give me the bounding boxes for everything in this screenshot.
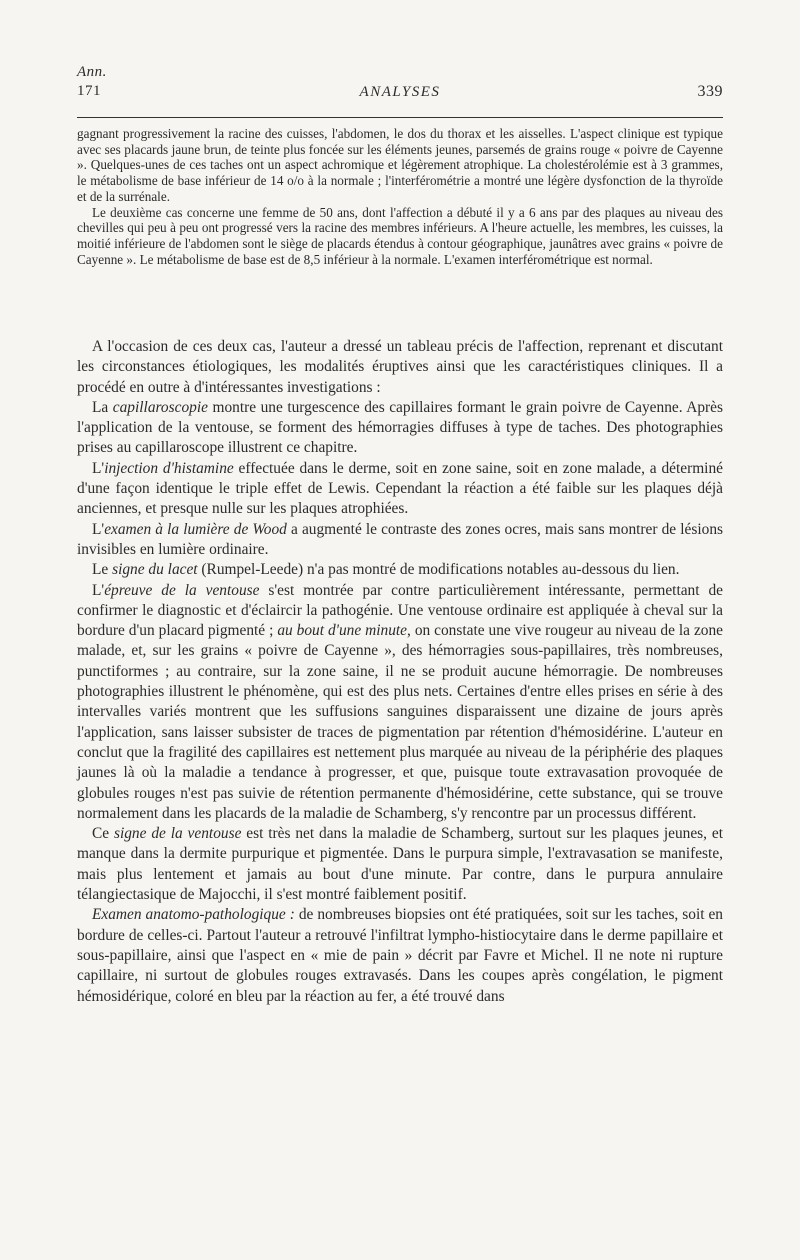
italic-term: signe du lacet [112,561,198,579]
page-number: 339 [697,83,723,100]
paragraph-body-continued: , on constate une vive rougeur au niveau de la zone malade, et, sur les grains « poivre de Cayenne », des hémorragies sous-papillaires, très nombreuses, punctiformes ; au contraire, sur la zone saine, il ne se produit aucune hémorragie. De nombreuses photographies illustrent le phénomène, qui est des plus nets. Certaines d'entre elles prises en série à des intervalles variés montrent que les suffusions sanguines disparaissent une dizaine de jours après l'application, sans laisser subsister de traces de pigmentation par rétention d'hémosidérine. L'auteur en conclut que la fragilité des capillaires est nettement plus marquée au niveau de la périphérie des plaques jaunes là où la maladie a tendance à progresser, et que, puisque toute extravasation provoquée de globules rouges n'est pas suivie de rétention permanente d'hémosidérine, cette substance, qui se trouve normalement dans les placards de la maladie de Schamberg, s'y rencontre par un processus différent. [77,622,723,822]
paragraph-body: de nombreuses biopsies ont été pratiquées, soit sur les taches, soit en bordure de celles-ci. Partout l'auteur a retrouvé l'infiltrat lympho-histiocytaire dans le derme papillaire et sous-papillaire, ainsi que l'aspect en « mie de pain » décrit par Favre et Michel. Il ne note ni rupture capillaire, ni surtout de globules rouges extravasés. Dans les coupes après congélation, le pigment hémosidérique, coloré en bleu par la réaction au fer, a été trouvé dans [77,906,724,1005]
italic-term: épreuve de la ventouse [104,581,260,599]
paragraph-lead: La [92,398,113,416]
section-title: ANALYSES [359,84,441,100]
paragraph-pathology [77,905,723,1006]
paragraph-body: a augmenté le contraste des zones ocres, mais sans montrer de lésions invisibles en lumière ordinaire. [77,520,724,558]
italic-phrase: au bout d'une minute [277,622,408,640]
paragraph-body: est très net dans la maladie de Schamberg, surtout sur les plaques jeunes, et manque dans la dermite purpurique et pigmentée. Dans le purpura simple, l'extravasation se manifeste, mais plus lentement et jamais au bout d'une minute. Par contre, dans le purpura annulaire télangiectasique de Majocchi, il s'est montré faiblement positif. [77,825,723,904]
paragraph-lacet-sign [77,560,723,580]
paragraph-ventouse-sign [77,824,723,905]
paragraph-ventouse-test [77,581,723,825]
italic-term: injection d'histamine [104,459,234,477]
italic-term: signe de la ventouse [113,825,242,843]
running-head [77,64,723,114]
paragraph-body: montre une turgescence des capillaires formant le grain poivre de Cayenne. Après l'application de la ventouse, se forment des hémorragies diffuses à type de taches. Des photographies prises au capillaroscope illustrent ce chapitre. [77,398,723,457]
paragraph-body: (Rumpel-Leede) n'a pas montré de modifications notables au-dessous du lien. [197,561,680,579]
main-text-section [77,337,723,1007]
paragraph-wood-lamp [77,520,723,561]
journal-abbreviation: Ann. [77,64,107,80]
paragraph-lead: L' [92,459,105,477]
paragraph-lead: Ce [92,825,114,843]
italic-term: capillaroscopie [112,398,208,416]
paragraph-lead: Le [92,561,113,579]
paragraph-body: effectuée dans le derme, soit en zone saine, soit en zone malade, a déterminé d'une façon identique le triple effet de Lewis. Cependant la réaction a été faible sur les plaques déjà anciennes, et presque nulle sur les plaques atrophiées. [77,459,723,518]
small-print-section [77,126,723,267]
paragraph-histamine [77,459,723,520]
paragraph-capillaroscopy [77,398,723,459]
paragraph-first-case: gagnant progressivement la racine des cuisses, l'abdomen, le dos du thorax et les aisselles. L'aspect clinique est typique avec ses placards jaune brun, de teinte plus foncée sur les éléments jeunes, parsemés de grains rouge « poivre de Cayenne ». Quelques-unes de ces taches ont un aspect achromique et légèrement atrophique. La cholestérolémie est à 3 grammes, le métabolisme de base inférieur de 14 o/o à la normale ; l'interférométrie a montré une légère dysfonction de la thyroïde et de la surrénale. [77,126,723,204]
paragraph-lead: L' [92,520,105,538]
italic-term: Examen anatomo-pathologique : [92,906,295,924]
italic-term: examen à la lumière de Wood [104,520,287,538]
volume-number: 171 [77,83,101,99]
header-rule [77,117,723,118]
paragraph-second-case: Le deuxième cas concerne une femme de 50 ans, dont l'affection a débuté il y a 6 ans par des plaques au niveau des chevilles qui peu à peu ont progressé vers la racine des membres inférieurs. A l'heure actuelle, les membres, les cuisses, la moitié inférieure de l'abdomen sont le siège de placards étendus à contour géographique, jaunâtres avec grains « poivre de Cayenne ». Le métabolisme de base est de 8,5 inférieur à la normale. L'examen interférométrique est normal. [77,204,723,267]
paragraph-overview: A l'occasion de ces deux cas, l'auteur a dressé un tableau précis de l'affection, reprenant et discutant les circonstances étiologiques, les modalités éruptives ainsi que les caractéristiques cliniques. Il a procédé en outre à d'intéressantes investigations : [77,338,723,396]
paragraph-body: s'est montrée par contre particulièrement intéressante, permettant de confirmer le diagnostic et d'éclaircir la pathogénie. Une ventouse ordinaire est appliquée à cheval sur la bordure d'un placard pigmenté ; [77,581,723,640]
paragraph-lead: L' [92,581,105,599]
